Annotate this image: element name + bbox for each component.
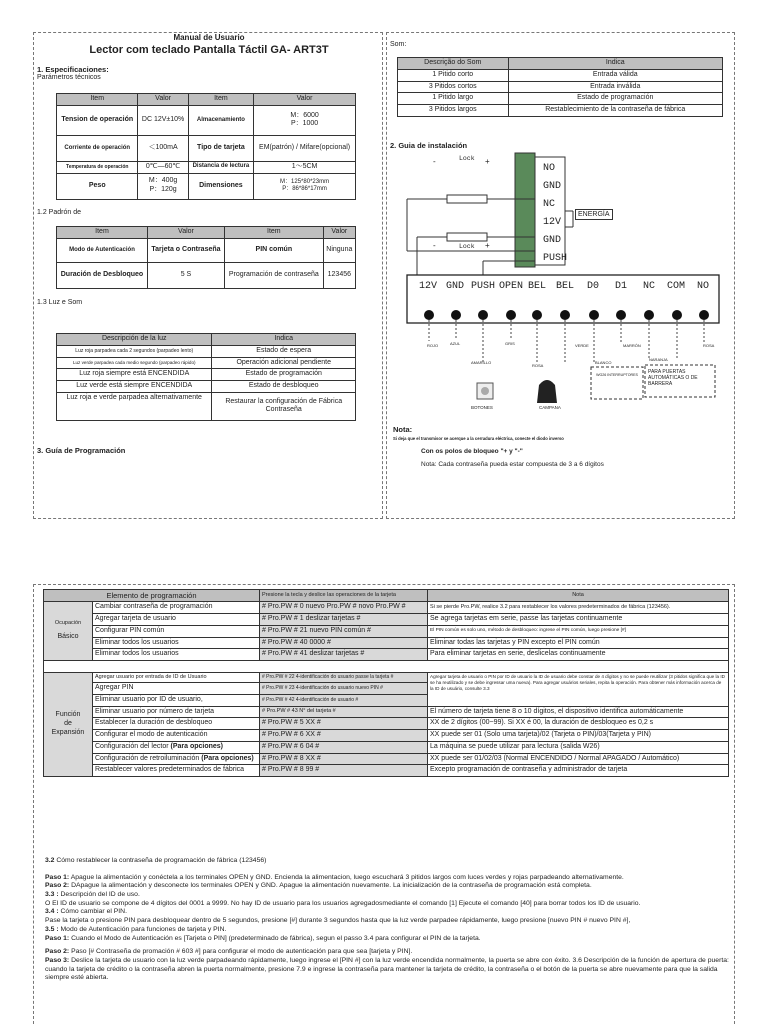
reset-step-2: Paso 2: DApague la alimentación y desconecte los terminales OPEN y GND. Apague la alimentación nuevamente. La inicialización de la contraseña de programación está completa. [45, 882, 592, 890]
prog-note: El PIN común es solo uno, método de desbloqueo: ingrese el PIN común, luego presione [#] [428, 625, 729, 637]
spec-cell: Temperatura de operación [57, 161, 138, 173]
sound-heading: Som: [390, 41, 407, 48]
wg26-box [591, 367, 643, 399]
section-3-5: 3.5 : Modo de Autenticación para funciones de tarjeta y PIN. [45, 925, 227, 933]
sound-meaning: Estado de programación [508, 93, 723, 105]
prog-header: Elemento de programación [44, 590, 260, 602]
spec-cell: Corriente de operación [57, 135, 138, 161]
lock-1 [447, 195, 487, 203]
sound-table [397, 57, 723, 117]
prog-note: Si se pierde Pro.PW, realice 3.2 para restablecer los valores predeterminados de fábrica (123456). [428, 602, 729, 614]
automatic-door-label: PARA PUERTAS AUTOMÁTICAS O DE BARRERA [648, 369, 698, 387]
light-meaning: Restaurar la configuración de Fábrica Contraseña [212, 392, 356, 420]
sound-meaning: Restablecimiento de la contraseña de fábrica [508, 105, 723, 117]
manual-page-3 [33, 584, 735, 1024]
light-desc: Luz roja parpadea cada 2 segundos (parpadeo lento) [57, 345, 212, 357]
prog-note: Eliminar todas las tarjetas y PIN excepto el PIN común [428, 637, 729, 649]
terminal-d0: D0 [587, 281, 600, 292]
default-settings-table [56, 226, 356, 289]
manual-title: Manual de Usuario [173, 33, 245, 42]
spec-cell: Tension de operación [57, 105, 138, 135]
light-header: Descripción de la luz [57, 334, 212, 346]
default-cell: PIN común [225, 238, 324, 262]
prog-header: Nota [428, 590, 729, 602]
section-1-2: 1.2 Padrón de [37, 209, 81, 216]
spec-header: Item [57, 94, 138, 106]
prog-operation: # Pro.PW # 5 XX # [260, 718, 428, 730]
default-header: Valor [323, 227, 355, 239]
wire-label: VERDE [575, 343, 589, 348]
default-cell: Tarjeta o Contraseña [147, 238, 224, 262]
install-heading: 2. Guia de instalación [390, 141, 468, 150]
spec-cell: Peso [57, 173, 138, 199]
spec-table [56, 93, 356, 200]
light-meaning: Operación adicional pendiente [212, 357, 356, 369]
auth-step-2: Paso 2: Paso [# Contraseña de promación # 603 #] para configurar el modo de autenticación para que sea [tarjeta y PIN]. [45, 948, 413, 956]
wg26-box-label: WG26 INTERRUPTORES [596, 373, 638, 377]
wire-label: BLANCO [595, 360, 612, 365]
terminal-no: NO [697, 281, 710, 292]
terminal-bel-1: BEL [528, 281, 547, 292]
lock-label-1: Lock [459, 155, 475, 162]
sound-desc: 3 Pitidos cortos [398, 81, 509, 93]
basic-group-label: Ocupación Básico [44, 602, 93, 661]
prog-element: Eliminar usuario por número de tarjeta [93, 706, 260, 718]
prog-element: Agregar usuario por entrada de ID de Usuario [93, 673, 260, 683]
wire-label: MARRÓN [623, 343, 641, 348]
prog-operation: # Pro.PW # 8 XX # [260, 753, 428, 765]
terminal-top-no: NO [543, 163, 556, 174]
default-cell: Modo de Autenticación [57, 238, 148, 262]
prog-element: Eliminar todos los usuarios [93, 649, 260, 661]
sound-meaning: Entrada inválida [508, 81, 723, 93]
auth-step-3: Paso 3: Deslice la tarjeta de usuario con la luz verde parpadeando rápidamente, luego ingrese el [PIN #] con la luz verde encendida normalmente, la puerta se abre con éxito. 3.6 Descripción de la función de apertura de puerta: cuando la tarjeta de crédito o la contraseña abren la puerta normalmente, presione 7.9 e ingrese la contraseña para mantener la tarjeta de crédito, la contraseña o el botón de la puerta se abre nuevamente para que la salida siempre esté abierta. [45, 956, 729, 982]
prog-element: Cambiar contraseña de programación [93, 602, 260, 614]
light-meaning: Estado de desbloqueo [212, 381, 356, 393]
terminal-top-gnd2: GND [543, 235, 562, 246]
terminal-d1: D1 [615, 281, 628, 292]
button-knob [481, 387, 489, 395]
spec-cell: Almacenamiento [188, 105, 253, 135]
default-cell: Programación de contraseña [225, 262, 324, 288]
prog-operation: # Pro.PW # 6 XX # [260, 730, 428, 742]
section-3-3-text: O El ID de usuario se compone de 4 dígitos del 0001 a 9999. No hay ID de usuario para los usuarios agregadosmediante el comando [1] Ejecute el comando [40] para borrar todos los ID de usuario. [45, 899, 641, 907]
prog-element: Eliminar usuario por ID de usuario, [93, 694, 260, 706]
sound-meaning: Entrada válida [508, 69, 723, 81]
light-desc: Luz roja siempre está ENCENDIDA [57, 369, 212, 381]
prog-header: Presione la tecla y deslice las operaciones de la tarjeta [260, 590, 428, 602]
note-heading: Nota: [393, 425, 413, 434]
exit-button-label: BOTONES [471, 405, 493, 410]
spec-header: Item [188, 94, 253, 106]
minus-sign-2: - [433, 241, 436, 250]
connector-block [515, 153, 535, 267]
wire-label: ROSA [703, 343, 715, 348]
spec-heading: 1. Especificaciones: [37, 65, 109, 74]
default-cell: Duración de Desbloqueo [57, 262, 148, 288]
sound-desc: 1 Pitido corto [398, 69, 509, 81]
manual-page-1 [33, 32, 383, 519]
prog-operation: # Pro.PW # 41 deslizar tarjetas # [260, 649, 428, 661]
prog-element: Configuración del lector (Para opciones) [93, 741, 260, 753]
prog-element: Eliminar todos los usuarios [93, 637, 260, 649]
light-meaning: Estado de espera [212, 345, 356, 357]
prog-operation: # Pro.PW # 40 0000 # [260, 637, 428, 649]
prog-note: Agregar tarjeta de usuario o PIN por ID de usuario la ID de usuario debe constar de 4 dígitos y no se puede reutilizar (3 pitidos significa que la ID se ha reutilizado y se debe ingressar uma nueva). Para agregar usuários seriales, repita la operación. Para obtener más información acerca de la ID de usuário, consulte 3.3 [428, 673, 729, 706]
wire-label: AZUL [450, 341, 461, 346]
spec-cell: 1～5CM [254, 161, 356, 173]
prog-operation: # Pro.PW # 21 nuevo PIN común # [260, 625, 428, 637]
light-table [56, 333, 356, 421]
prog-operation: # Pro.PW # 23 4-identificación do usuario nuevo PIN # [260, 683, 428, 695]
light-header: Indica [212, 334, 356, 346]
spec-cell: ＜100mA [138, 135, 188, 161]
section-3-3: 3.3 : Descripción del ID de uso. [45, 891, 140, 899]
sound-desc: 1 Pitido largo [398, 93, 509, 105]
spec-cell: EM(patrón) / Mifare(opcional) [254, 135, 356, 161]
prog-note: La máquina se puede utilizar para lectura (salida W26) [428, 741, 729, 753]
note-password-length: Nota: Cada contraseña pueda estar compuesta de 3 a 6 dígitos [421, 461, 604, 468]
wire-label: ROJO [427, 343, 439, 348]
terminal-top-gnd: GND [543, 181, 562, 192]
programming-table [43, 589, 729, 777]
wire-label: AMARILLO [471, 360, 492, 365]
auth-step-1: Paso 1: Cuando el Modo de Autenticación es [Tarjeta o PIN] (predeterminado de fábrica), segun el passo 3.4 para configurar el PIN de la tarjeta. [45, 934, 481, 942]
prog-note: Se agrega tarjetas em serie, passe las tarjetas continuamente [428, 614, 729, 626]
terminal-bel-2: BEL [556, 281, 575, 292]
lock-2 [447, 233, 487, 241]
spec-cell: M：125*80*23mm P：86*86*17mm [254, 173, 356, 199]
sound-header: Indica [508, 58, 723, 70]
section-1-3: 1.3 Luz e Som [37, 299, 83, 306]
prog-operation: # Pro.PW # 6 04 # [260, 741, 428, 753]
section-3-4: 3.4 : Cómo cambiar el PIN. [45, 908, 127, 916]
light-desc: Luz verde parpadea cada medio segundo (parpadeo rápido) [57, 357, 212, 369]
terminal-nc: NC [643, 281, 656, 292]
minus-sign-1: - [433, 157, 436, 166]
prog-operation: # Pro.PW # 43 N° del tarjeta # [260, 706, 428, 718]
prog-note: Para eliminar tarjetas en serie, deslicelas continuamente [428, 649, 729, 661]
default-cell: Ninguna [323, 238, 355, 262]
prog-operation: # Pro.PW # 42 4-identificación de usuario # [260, 694, 428, 706]
wire-label: GRIS [505, 341, 515, 346]
energy-label: ENERGÍA [575, 209, 613, 220]
light-desc: Luz roja e verde parpadea alternativamente [57, 392, 212, 420]
default-cell: 5 S [147, 262, 224, 288]
manual-page-2 [386, 32, 735, 519]
sound-header: Descrição do Som [398, 58, 509, 70]
spec-subheading: Parámetros técnicos [37, 74, 101, 81]
extension-group-label: Función de Expansión [44, 673, 93, 777]
wire-label: NARANJA [649, 357, 668, 362]
prog-operation: # Pro.PW # 1 deslizar tarjetas # [260, 614, 428, 626]
bell-label: CAMPANA [539, 405, 561, 410]
spec-cell: Tipo de tarjeta [188, 135, 253, 161]
spec-cell: M：6000 P：1000 [254, 105, 356, 135]
prog-note: XX puede ser 01 (Solo uma tarjeta)/02 (Tarjeta o PIN)/03(Tarjeta y PIN) [428, 730, 729, 742]
spec-header: Valor [138, 94, 188, 106]
section-3-4-text: Pase la tarjeta o presione PIN para desbloquear dentro de 5 segundos, presione [#] durante 3 segundos hasta que la luz verde parpadee rápidamente, luego presione [nuevo PIN # nuevo PIN #], [45, 917, 631, 925]
terminal-open: OPEN [499, 281, 524, 292]
light-desc: Luz verde está siempre ENCENDIDA [57, 381, 212, 393]
prog-element: Agregar tarjeta de usuario [93, 614, 260, 626]
prog-note: XX de 2 dígitos (00~99). Si XX é 00, la duración de desbloqueo es 0,2 s [428, 718, 729, 730]
prog-element: Establecer la duración de desbloqueo [93, 718, 260, 730]
prog-operation: # Pro.PW # 0 nuevo Pro.PW # novo Pro.PW # [260, 602, 428, 614]
note-diode: Si deja que el transmisor se acerque a la cerradura eléctrica, conecte el diodo inverso [393, 436, 564, 441]
sound-desc: 3 Pitidos largos [398, 105, 509, 117]
plus-sign-2: + [485, 241, 490, 250]
spec-cell: DC 12V±10% [138, 105, 188, 135]
section-3-2: 3.2 Cómo restablecer la contraseña de programación de fábrica (123456) [45, 857, 267, 864]
terminal-push: PUSH [471, 281, 496, 292]
lock-label-2: Lock [459, 243, 475, 250]
spec-cell: 0℃—60℃ [138, 161, 188, 173]
terminal-top-nc: NC [543, 199, 556, 210]
plus-sign-1: + [485, 157, 490, 166]
prog-note: Excepto programación de contraseña y administrador de tarjeta [428, 765, 729, 777]
prog-operation: # Pro.PW # 22 4-identificación do usuario passe la tarjeta # [260, 673, 428, 683]
spec-header: Valor [254, 94, 356, 106]
default-cell: 123456 [323, 262, 355, 288]
note-polarity: Con os polos de bloqueo "+ y "-" [421, 448, 523, 455]
prog-element: Configurar PIN común [93, 625, 260, 637]
product-title: Lector com teclado Pantalla Táctil GA- ART3T [89, 44, 329, 56]
section-3: 3. Guía de Programación [37, 446, 126, 455]
terminal-12v: 12V [419, 281, 438, 292]
bell-icon [537, 380, 557, 403]
light-meaning: Estado de programación [212, 369, 356, 381]
terminal-com: COM [667, 281, 686, 292]
default-header: Item [225, 227, 324, 239]
reset-step-1: Paso 1: Apague la alimentación y conéctela a los terminales OPEN y GND. Encienda la alimentacion, luego escuchará 3 pitidos largos com luces verdes y rojas parpadeando alternativamente. [45, 873, 624, 881]
prog-element: Agregar PIN [93, 683, 260, 695]
default-header: Valor [147, 227, 224, 239]
terminal-gnd: GND [446, 281, 465, 292]
terminal-top-push: PUSH [543, 253, 568, 264]
instructions-text [45, 857, 729, 983]
prog-operation: # Pro.PW # 8 99 # [260, 765, 428, 777]
spec-cell: Distancia de lectura [188, 161, 253, 173]
default-header: Item [57, 227, 148, 239]
prog-note: XX puede ser 01/02/03 (Normal ENCENDIDO / Normal APAGADO / Automático) [428, 753, 729, 765]
prog-element: Configurar el modo de autenticación [93, 730, 260, 742]
table-spacer [44, 661, 729, 673]
spec-cell: M：400g P：120g [138, 173, 188, 199]
spec-cell: Dimensiones [188, 173, 253, 199]
prog-element: Restablecer valores predeterminados de fábrica [93, 765, 260, 777]
prog-element: Configuración de retroiluminación (Para opciones) [93, 753, 260, 765]
prog-note: El número de tarjeta tiene 8 o 10 dígitos, el dispositivo identifica automáticamente [428, 706, 729, 718]
wire-label: ROSA [532, 363, 544, 368]
terminal-top-12v: 12V [543, 217, 562, 228]
